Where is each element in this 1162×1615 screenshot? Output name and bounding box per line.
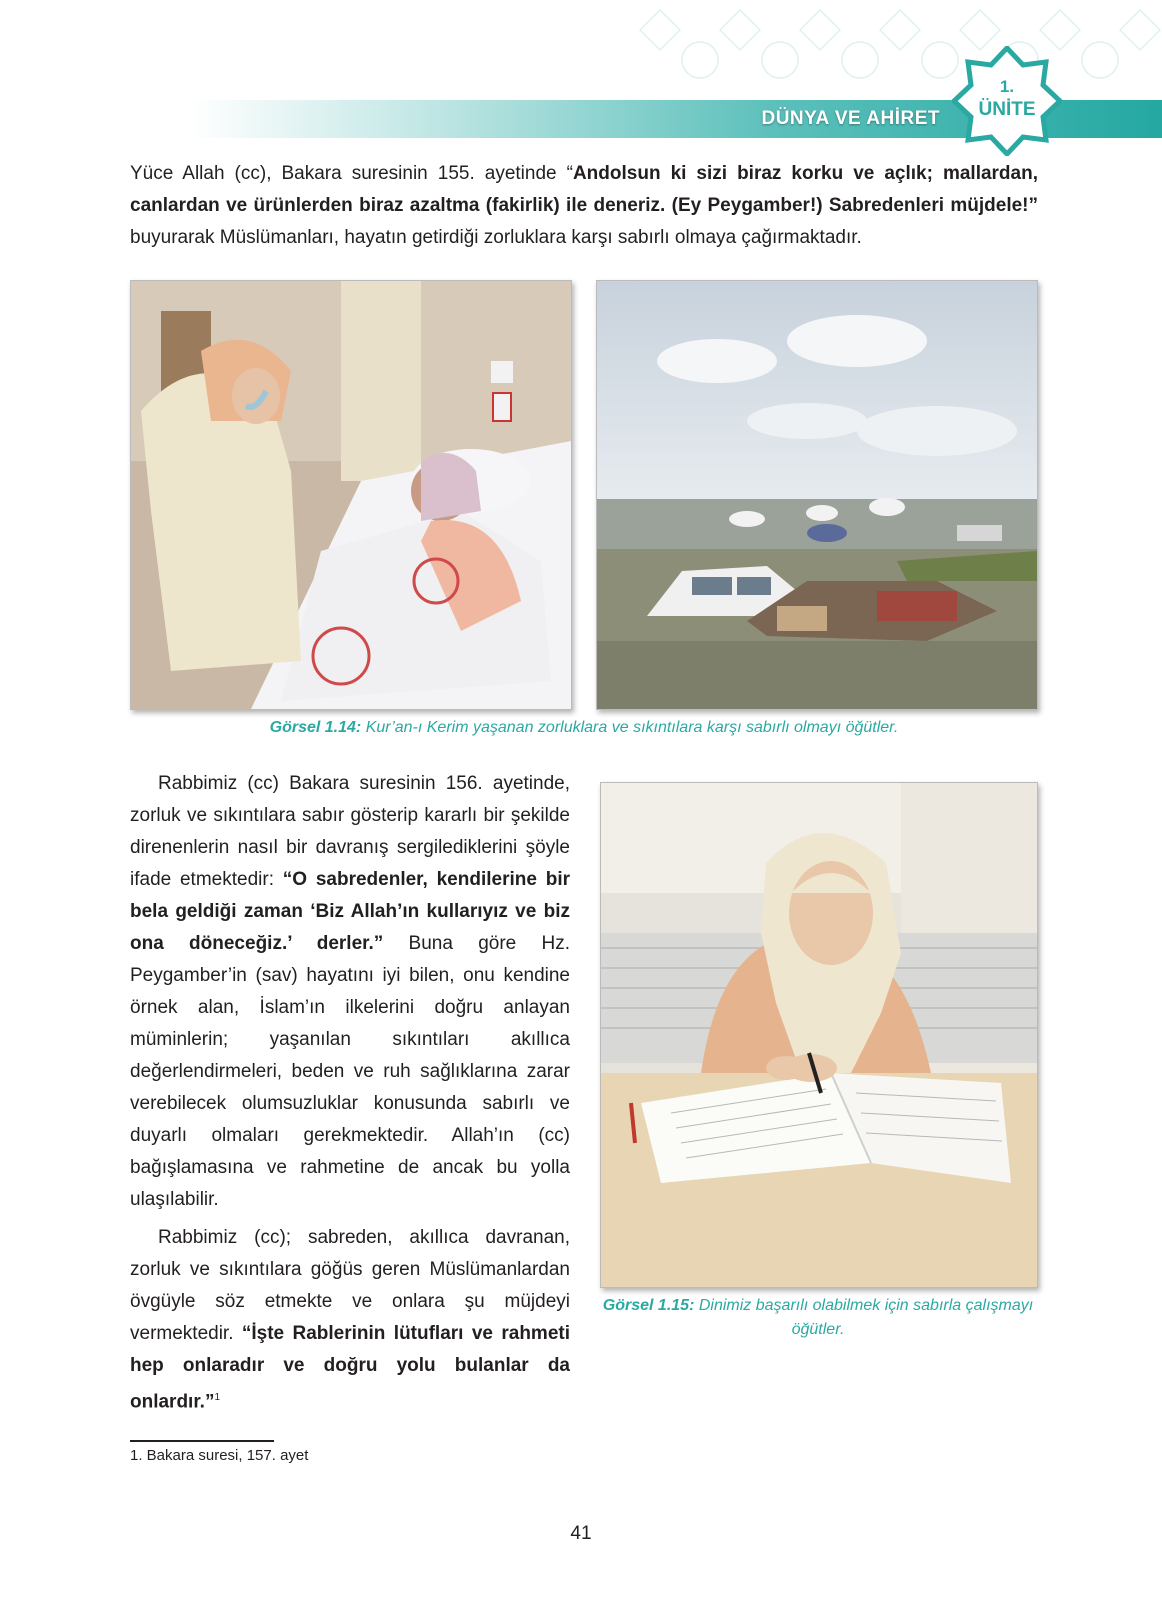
paragraph-1-text: Rabbimiz (cc) Bakara suresinin 156. ayetinde, zorluk ve sıkıntılara sabır gösterip kararlı bir şekilde direnenlerin nasıl bir davranış sergilediklerini şöyle ifade etmektedir: xyxy=(130,773,570,890)
hospital-visit-photo xyxy=(130,280,572,710)
intro-quote: Andolsun ki sizi biraz korku ve açlık; mallardan, canlardan ve ürünlerden biraz azaltma (fakirlik) ile deneriz. (Ey Peygamber!) Sabredenleri müjdele!” xyxy=(130,163,1038,216)
chapter-title: DÜNYA VE AHİRET xyxy=(761,108,940,129)
figure-2-label: Görsel 1.15: xyxy=(602,1297,695,1314)
paragraph-1-text-end: Buna göre Hz. Peygamber’in (sav) hayatını iyi bilen, onu kendine örnek alan, İslam’ın ilkelerini doğru anlayan müminlerin; yaşanılan sıkıntıları akıllıca değerlendirmeleri, beden ve ruh sağlıklarına zarar verebilecek olumsuzluklar konusunda sabırlı ve duyarlı olmaları gerekmektedir. Allah’ın (cc) bağışlamasına ve rahmetine de ancak bu yolla ulaşılabilir. xyxy=(130,933,570,1210)
figure-1-text: Kur’an-ı Kerim yaşanan zorluklara ve sıkıntılara karşı sabırlı olmayı öğütler. xyxy=(361,719,899,736)
figure-2-caption xyxy=(600,1294,1036,1342)
paragraph-2-quote: “İşte Rablerinin lütufları ve rahmeti hep onlaradır ve doğru yolu bulanlar da onlardır.” xyxy=(130,1323,570,1413)
figure-1-caption xyxy=(130,716,1038,740)
header-pattern xyxy=(620,0,1162,100)
intro-paragraph xyxy=(130,158,1038,254)
footnote: 1. Bakara suresi, 157. ayet xyxy=(130,1447,309,1464)
paragraph-1-quote: “O sabredenler, kendilerine bir bela geldiği zaman ‘Biz Allah’ın kullarıyız ve biz ona döneceğiz.’ derler.” xyxy=(130,869,570,954)
body-column xyxy=(130,768,570,1424)
paragraph-1 xyxy=(130,768,570,1216)
unit-label: ÜNİTE xyxy=(978,99,1036,120)
paragraph-2-text: Rabbimiz (cc); sabreden, akıllıca davranan, zorluk ve sıkıntılara göğüs geren Müslümanlardan övgüyle söz etmekte ve onlara şu müjdeyi vermektedir. xyxy=(130,1227,570,1344)
footnote-divider xyxy=(130,1440,274,1442)
figure-2-text: Dinimiz başarılı olabilmek için sabırla çalışmayı öğütler. xyxy=(694,1297,1034,1338)
unit-number: 1. xyxy=(999,77,1015,96)
paragraph-2 xyxy=(130,1222,570,1418)
flood-photo xyxy=(596,280,1038,710)
page-number: 41 xyxy=(570,1523,592,1544)
footnote-reference[interactable]: 1 xyxy=(214,1392,221,1403)
figure-1-label: Görsel 1.14: xyxy=(269,719,362,736)
studying-student-photo xyxy=(600,782,1038,1288)
intro-text-end: buyurarak Müslümanları, hayatın getirdiği zorluklara karşı sabırlı olmaya çağırmaktadır. xyxy=(130,227,862,248)
intro-text: Yüce Allah (cc), Bakara suresinin 155. ayetinde “ xyxy=(130,163,573,184)
